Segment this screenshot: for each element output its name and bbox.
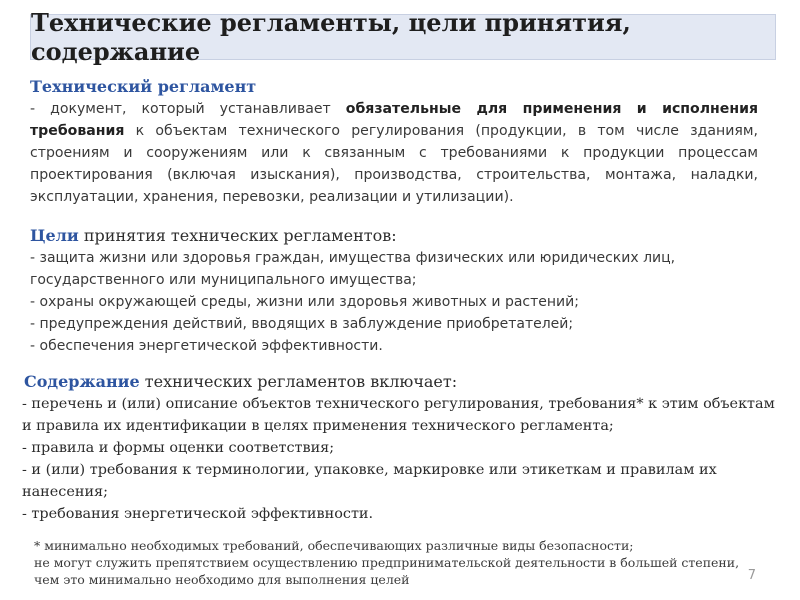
footnote-line-1: * минимально необходимых требований, обеспечивающих различные виды безопасности; bbox=[34, 538, 634, 553]
footnote-line-2: не могут служить препятствием осуществлению предпринимательской деятельности в большей степени, чем это минимально необходимо для выполнения целей bbox=[34, 555, 740, 587]
content-item: - требования энергетической эффективности. bbox=[22, 506, 374, 522]
footnote bbox=[34, 537, 754, 588]
definition-text-bold: обязательные для применения и исполнения требования bbox=[30, 101, 758, 139]
content-item: - правила и формы оценки соответствия; bbox=[22, 440, 335, 456]
goals-list bbox=[30, 247, 770, 357]
title-bar bbox=[30, 8, 776, 66]
definition-text-prefix: - документ, который устанавливает bbox=[30, 101, 346, 117]
goals-item: - обеспечения энергетической эффективности. bbox=[30, 338, 383, 354]
page-number: 7 bbox=[747, 568, 756, 583]
definition-text bbox=[30, 98, 758, 208]
content-list bbox=[22, 393, 782, 525]
goals-item: - предупреждения действий, вводящих в заблуждение приобретателей; bbox=[30, 316, 574, 332]
content-section bbox=[22, 370, 782, 525]
goals-section bbox=[30, 224, 770, 357]
goals-heading-rest: принятия технических регламентов: bbox=[78, 226, 397, 245]
content-heading-rest: технических регламентов включает: bbox=[139, 372, 458, 391]
definition-heading: Технический регламент bbox=[30, 77, 257, 96]
goals-heading bbox=[30, 224, 770, 247]
goals-heading-accent: Цели bbox=[30, 226, 79, 245]
definition-section bbox=[30, 76, 758, 208]
definition-text-suffix: к объектам технического регулирования (продукции, в том числе зданиям, строениям и сооружениям или к связанным с требованиями к продукции процессам проектирования (включая изыскания), производства, строительства, монтажа, наладки, эксплуатации, хранения, перевозки, реализации и утилизации). bbox=[30, 123, 758, 205]
content-item: - перечень и (или) описание объектов технического регулирования, требования* к этим объектам и правила их идентификации в целях применения технического регламента; bbox=[22, 396, 775, 434]
goals-item: - защита жизни или здоровья граждан, имущества физических или юридических лиц, государственного или муниципального имущества; bbox=[30, 250, 676, 288]
content-item: - и (или) требования к терминологии, упаковке, маркировке или этикеткам и правилам их нанесения; bbox=[22, 462, 717, 500]
page-title: Технические регламенты, цели принятия, содержание bbox=[31, 8, 631, 66]
content-heading bbox=[22, 370, 782, 393]
content-heading-accent: Содержание bbox=[24, 372, 140, 391]
goals-item: - охраны окружающей среды, жизни или здоровья животных и растений; bbox=[30, 294, 579, 310]
